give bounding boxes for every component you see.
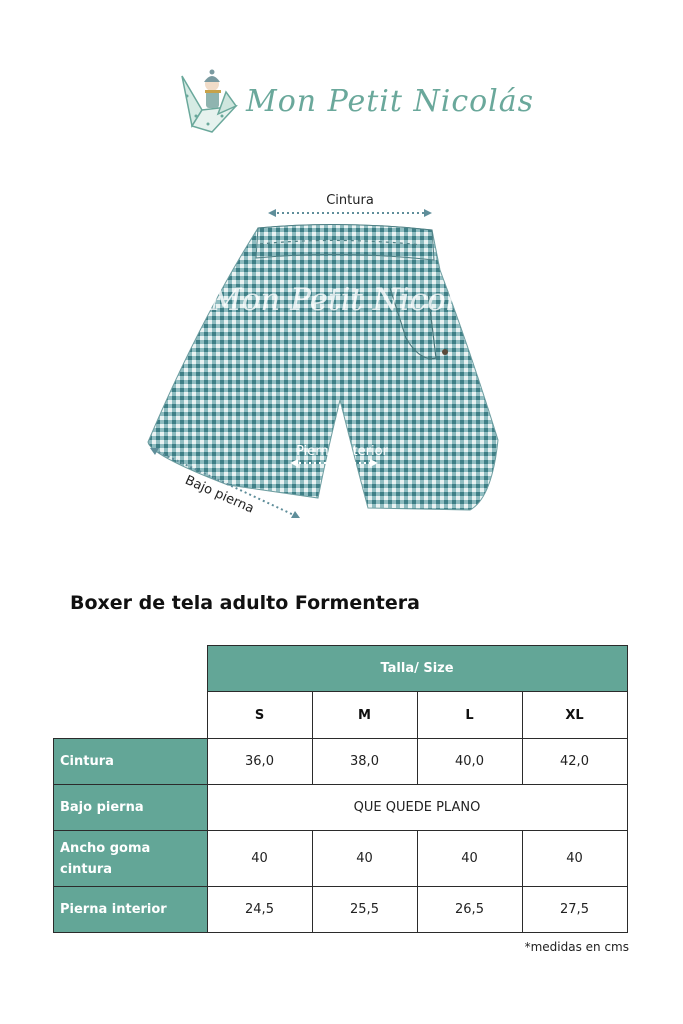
- leg-hem-label: Bajo pierna: [182, 472, 257, 517]
- cell: 40: [312, 831, 417, 887]
- size-xl: XL: [522, 692, 627, 739]
- cell: 24,5: [207, 887, 312, 933]
- cell: 40,0: [417, 739, 522, 785]
- paper-crane-boy-icon: [178, 66, 244, 138]
- size-m: M: [312, 692, 417, 739]
- size-l: L: [417, 692, 522, 739]
- table-corner: [54, 646, 208, 692]
- cell: 40: [417, 831, 522, 887]
- cell: 36,0: [207, 739, 312, 785]
- cell: 42,0: [522, 739, 627, 785]
- inner-leg-label: Pierna interior: [296, 444, 388, 459]
- cell: 27,5: [522, 887, 627, 933]
- waist-label: Cintura: [326, 193, 374, 208]
- cell: 26,5: [417, 887, 522, 933]
- table-row: [54, 831, 628, 887]
- cell: 38,0: [312, 739, 417, 785]
- size-s: S: [207, 692, 312, 739]
- row-label-cintura: Cintura: [54, 739, 208, 785]
- table-corner-2: [54, 692, 208, 739]
- row-label-pierna-interior: Pierna interior: [54, 887, 208, 933]
- product-photo: [140, 180, 560, 540]
- table-row: [54, 739, 628, 785]
- watermark-text: Mon Petit Nicolás: [209, 282, 491, 318]
- shorts-illustration: [148, 224, 498, 510]
- row-label-line: cintura: [60, 861, 113, 877]
- row-label-line: Ancho goma: [60, 840, 151, 856]
- waist-arrow: [268, 209, 432, 217]
- row-label-ancho-goma: [54, 831, 208, 887]
- size-table: [53, 645, 628, 933]
- table-row: [54, 785, 628, 831]
- measurement-note: *medidas en cms: [524, 940, 629, 954]
- cell: 25,5: [312, 887, 417, 933]
- brand-logo: [178, 66, 535, 138]
- cell: 40: [207, 831, 312, 887]
- cell: 40: [522, 831, 627, 887]
- brand-name: Mon Petit Nicolás: [246, 84, 535, 119]
- merged-cell: QUE QUEDE PLANO: [207, 785, 627, 831]
- product-title: Boxer de tela adulto Formentera: [70, 592, 420, 614]
- size-header: Talla/ Size: [207, 646, 627, 692]
- table-row: [54, 887, 628, 933]
- row-label-bajo-pierna: Bajo pierna: [54, 785, 208, 831]
